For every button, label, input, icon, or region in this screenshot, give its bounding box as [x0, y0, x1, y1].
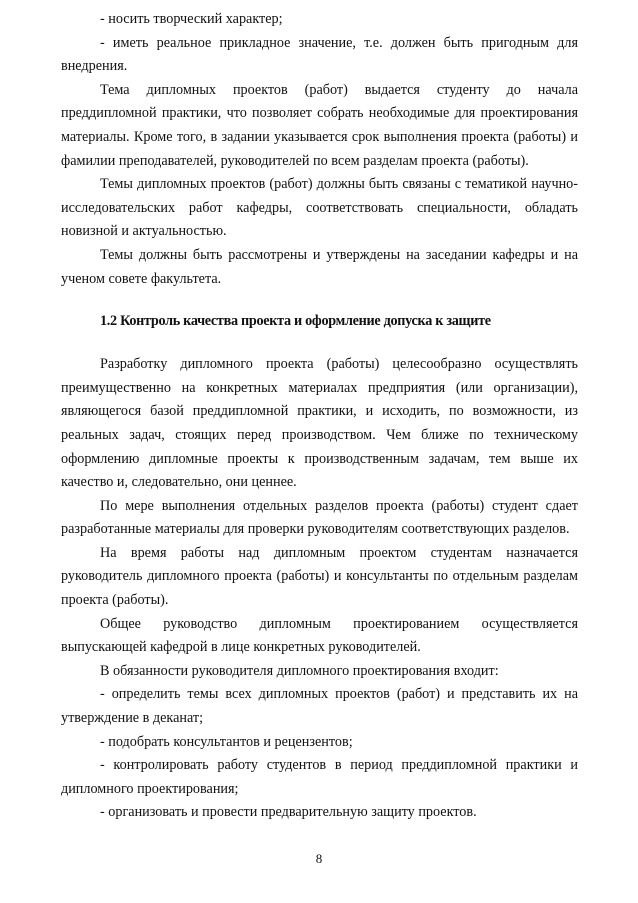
paragraph-development: Разработку дипломного проекта (работы) целесообразно осуществлять преимущественно на конкретных материалах предприятия (или организации), являющегося базой преддипломной практики, и исходить, по возможности, из реальных задач, стоящих перед производством. Чем ближе по техническому оформлению дипломные проекты к производственным задачам, тем выше их качество и, следовательно, они ценнее. — [61, 356, 578, 491]
paragraph-duties-intro: В обязанности руководителя дипломного проектирования входит: — [100, 662, 499, 679]
paragraph-supervisor-assignment: На время работы над дипломным проектом студентам назначается руководитель дипломного проекта (работы) и консультанты по отдельным разделам проекта (работы). — [61, 544, 578, 609]
paragraph-topic-approval: Темы должны быть рассмотрены и утверждены на заседании кафедры и на ученом совете факультета. — [61, 246, 578, 287]
list-item-practical-value: - иметь реальное прикладное значение, т.е. должен быть пригодным для внедрения. — [61, 34, 578, 75]
paragraph-topic-relevance: Темы дипломных проектов (работ) должны быть связаны с тематикой научно-исследовательских работ кафедры, соответствовать специальности, обладать новизной и актуальностью. — [61, 176, 578, 240]
paragraph-topic-issued: Тема дипломных проектов (работ) выдается студенту до начала преддипломной практики, что позволяет собрать необходимые для проектирования материалы. Кроме того, в задании указывается срок выполнения проекта (работы) и фамилии преподавателей, руководителей по всем разделам проекта (работы). — [61, 81, 578, 169]
paragraph-sections-review: По мере выполнения отдельных разделов проекта (работы) студент сдает разработанные материалы для проверки руководителям соответствующих разделов. — [61, 497, 578, 538]
list-item-control-work: - контролировать работу студентов в период преддипломной практики и дипломного проектирования; — [61, 757, 578, 797]
list-item-select-consultants: - подобрать консультантов и рецензентов; — [100, 733, 353, 750]
list-item-creative: - носить творческий характер; — [100, 11, 283, 27]
paragraph-general-management: Общее руководство дипломным проектированием осуществляется выпускающей кафедрой в лице конкретных руководителей. — [61, 615, 578, 656]
section-heading: 1.2 Контроль качества проекта и оформление допуска к защите — [100, 313, 491, 330]
list-item-preliminary-defense: - организовать и провести предварительную защиту проектов. — [100, 804, 477, 821]
document-page — [61, 8, 578, 825]
list-item-define-topics: - определить темы всех дипломных проектов (работ) и представить их на утверждение в деканат; — [61, 686, 578, 727]
page-number: 8 — [315, 851, 323, 866]
